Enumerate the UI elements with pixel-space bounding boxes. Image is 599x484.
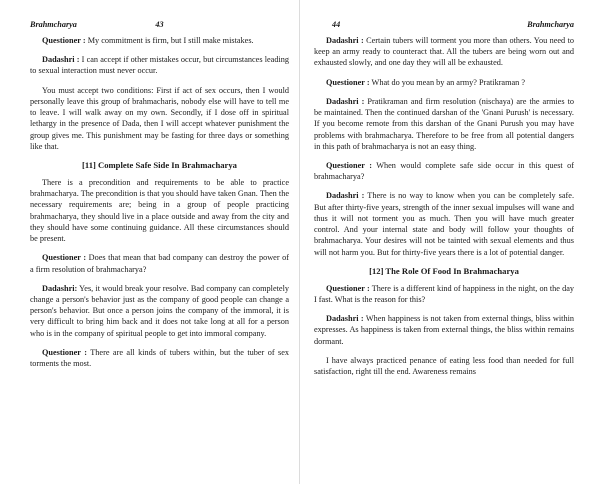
paragraph (314, 355, 574, 377)
paragraph (314, 313, 574, 347)
speaker-label: Questioner : (326, 283, 370, 293)
paragraph (314, 190, 574, 257)
page-number: 43 (155, 20, 164, 29)
running-title: Brahmcharya (527, 20, 574, 29)
paragraph-text: I can accept if other mistakes occur, but circumstances leading to sexual interaction must never occur. (30, 55, 290, 76)
paragraph-text: Certain tubers will torment you more than others. You need to keep an army ready to counteract that. All the tubers are being worn out and exhausted slowly, and one day they will all be exhausted. (314, 36, 575, 68)
speaker-label: Dadashri : (326, 191, 365, 201)
left-page (0, 0, 299, 484)
speaker-label: Dadashri : (326, 314, 364, 324)
paragraph-text: My commitment is firm, but I still make mistakes. (85, 36, 254, 45)
speaker-label: Dadashri : (42, 55, 80, 65)
paragraph (30, 85, 289, 152)
right-page-body (314, 35, 574, 377)
paragraph-text: There are all kinds of tubers within, but the tuber of sex torments the most. (30, 347, 289, 369)
section-heading: [11] Complete Safe Side In Brahmacharya (82, 159, 237, 170)
paragraph-text: When happiness is not taken from external things, bliss within expresses. As happiness is taken from external things, the bliss within remains dormant. (314, 314, 574, 346)
speaker-label: Questioner : (326, 77, 370, 87)
paragraph (30, 252, 289, 274)
section-heading: [12] The Role Of Food In Brahmacharya (369, 265, 519, 276)
speaker-label: Dadashri : (326, 36, 364, 45)
speaker-label: Questioner : (42, 347, 87, 357)
paragraph-text: There is a precondition and requirements to be able to practice brahmacharya. The precondition is that you should have taken Gnan. Then the necessary requirements are; being in a group of people practicing brahmacharya, they should live in a place outside and away from the city and they should have some continuing guidance. All these circumstances should be present. (30, 177, 289, 244)
right-page-header (314, 20, 574, 32)
paragraph (30, 35, 289, 46)
paragraph-text: There is a different kind of happiness in the night, on the day I fast. What is the reason for this? (314, 283, 574, 304)
paragraph (30, 54, 289, 76)
paragraph (314, 283, 574, 305)
paragraph-text: There is no way to know when you can be completely safe. But after thirty-five years, strength of the inner sexual impulses will wane and thus it will not torment you as much. Then you will have much greater control. And your internal state and body will follow your thoughts of brahmacharya. Your desires will not be tainted with sexual elements and thus will not harm you. But for thirty-five years there is a lot of potential danger. (314, 191, 575, 257)
page-number: 44 (332, 20, 341, 29)
paragraph (314, 77, 574, 88)
speaker-label: Questioner : (42, 36, 86, 45)
paragraph-text: Yes, it would break your resolve. Bad company can completely change a person's behavior just as the company of good people can change a person's behavior. But once a person joins the company of the immoral, it is very difficult to bring him back and it does not take long at all for a person who is in the company of spiritual people to get into immoral company. (30, 283, 289, 338)
speaker-label: Questioner : (326, 160, 372, 170)
running-title: Brahmcharya (30, 20, 77, 29)
speaker-label: Dadashri: (42, 283, 78, 293)
left-page-header (30, 20, 289, 32)
paragraph (30, 283, 289, 339)
right-page (300, 0, 599, 484)
paragraph (314, 35, 574, 69)
left-page-body (30, 35, 289, 369)
paragraph-text: Does that mean that bad company can destroy the power of a firm resolution of brahmacharya? (30, 253, 289, 274)
paragraph-text: Pratikraman and firm resolution (nischaya) are the armies to be maintained. Then the continued darshan of the 'Gnani Purush' is necessary. If you become remote from this darshan of the Gnani Purush you may have problems with brahmacharya. Therefore to be free from all potential dangers in this path of brahmacharya is not an easy thing. (314, 96, 574, 151)
paragraph-text: When would complete safe side occur in this quest of brahmacharya? (314, 160, 574, 182)
speaker-label: Questioner : (42, 253, 87, 263)
paragraph-text: You must accept two conditions: First if act of sex occurs, then I would personally leave this group of brahmacharis, nobody else will have to tell me to leave. I will walk away on my own. Secondly, if I dose off in spiritual lethargy in the presence of Dada, then I will accept whatever punishment the group gives me. This punishment may be fasting for three days or something like that. (30, 85, 289, 151)
paragraph-text: I have always practiced penance of eating less food than needed for full satisfaction, right till the end. Awareness remains (314, 355, 574, 377)
paragraph (314, 96, 574, 152)
paragraph-text: What do you mean by an army? Pratikraman ? (369, 77, 526, 87)
paragraph (30, 177, 289, 244)
paragraph (314, 160, 574, 182)
paragraph (30, 347, 289, 369)
speaker-label: Dadashri : (326, 96, 365, 106)
